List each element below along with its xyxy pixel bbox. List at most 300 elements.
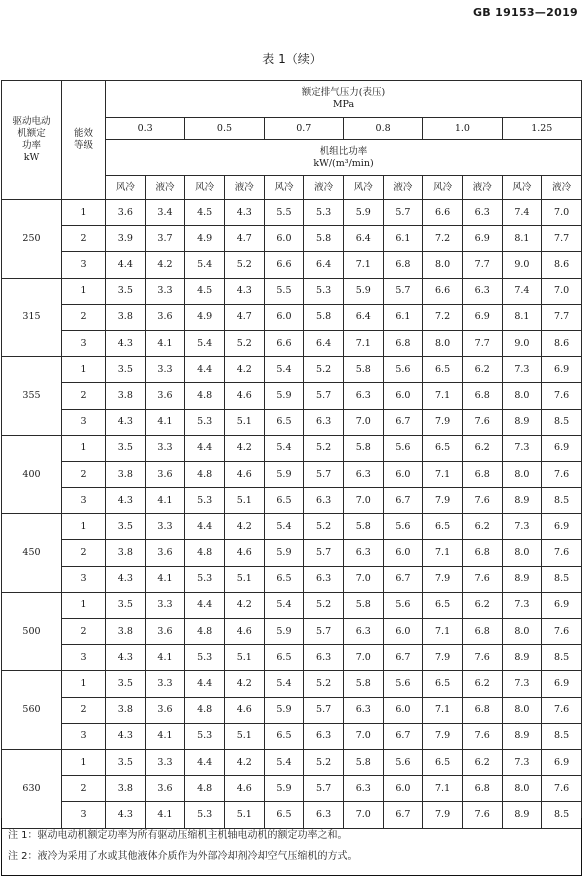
value-cell: 5.4: [264, 357, 304, 383]
value-cell: 8.9: [502, 409, 542, 435]
value-cell: 5.1: [224, 566, 264, 592]
pressure-unit: MPa: [332, 99, 355, 110]
value-cell: 5.4: [264, 435, 304, 461]
value-cell: 6.8: [462, 461, 502, 487]
pressure-value: 1.0: [423, 118, 502, 140]
value-cell: 7.2: [423, 304, 463, 330]
motor-power-cell: 355: [2, 357, 62, 436]
value-cell: 5.3: [185, 566, 225, 592]
table-row: [2, 776, 582, 802]
header-efficiency-grade: [62, 81, 106, 200]
value-cell: 6.4: [343, 304, 383, 330]
value-cell: 7.9: [423, 802, 463, 828]
grade-cell: 1: [62, 671, 106, 697]
value-cell: 6.1: [383, 226, 423, 252]
pressure-title: 额定排气压力(表压): [301, 87, 386, 99]
value-cell: 5.2: [224, 252, 264, 278]
value-cell: 4.1: [145, 645, 185, 671]
grade-cell: 1: [62, 592, 106, 618]
value-cell: 6.7: [383, 723, 423, 749]
value-cell: 8.5: [542, 488, 582, 514]
value-cell: 7.1: [423, 540, 463, 566]
value-cell: 7.7: [462, 252, 502, 278]
value-cell: 4.4: [185, 749, 225, 775]
value-cell: 3.8: [106, 776, 146, 802]
grade-cell: 2: [62, 383, 106, 409]
value-cell: 9.0: [502, 330, 542, 356]
grade-cell: 3: [62, 330, 106, 356]
value-cell: 8.0: [502, 697, 542, 723]
value-cell: 4.1: [145, 566, 185, 592]
pressure-value: 0.7: [264, 118, 343, 140]
value-cell: 6.9: [542, 514, 582, 540]
value-cell: 8.0: [502, 383, 542, 409]
value-cell: 7.1: [423, 619, 463, 645]
value-cell: 5.6: [383, 514, 423, 540]
value-cell: 7.6: [462, 566, 502, 592]
pressure-value: 0.3: [106, 118, 185, 140]
motor-power-cell: 560: [2, 671, 62, 750]
value-cell: 4.2: [224, 749, 264, 775]
value-cell: 6.3: [304, 645, 344, 671]
value-cell: 3.8: [106, 383, 146, 409]
value-cell: 6.4: [343, 226, 383, 252]
value-cell: 3.7: [145, 226, 185, 252]
value-cell: 4.4: [185, 357, 225, 383]
pressure-value: 0.8: [343, 118, 422, 140]
value-cell: 7.6: [542, 383, 582, 409]
value-cell: 9.0: [502, 252, 542, 278]
value-cell: 5.6: [383, 749, 423, 775]
value-cell: 6.2: [462, 592, 502, 618]
header-motor-power: [2, 81, 62, 200]
table-row: [2, 330, 582, 356]
grade-cell: 1: [62, 200, 106, 226]
value-cell: 6.1: [383, 304, 423, 330]
value-cell: 6.3: [343, 776, 383, 802]
value-cell: 7.0: [343, 488, 383, 514]
value-cell: 7.1: [423, 697, 463, 723]
cooling-liquid: 液冷: [145, 176, 185, 200]
value-cell: 7.6: [542, 461, 582, 487]
value-cell: 6.9: [542, 435, 582, 461]
value-cell: 5.3: [185, 802, 225, 828]
value-cell: 4.3: [224, 200, 264, 226]
table-row: [2, 409, 582, 435]
value-cell: 4.2: [224, 435, 264, 461]
cooling-air: 风冷: [106, 176, 146, 200]
value-cell: 3.6: [145, 697, 185, 723]
value-cell: 4.3: [106, 723, 146, 749]
value-cell: 6.4: [304, 330, 344, 356]
value-cell: 5.9: [264, 619, 304, 645]
value-cell: 5.3: [185, 488, 225, 514]
value-cell: 4.1: [145, 409, 185, 435]
value-cell: 3.8: [106, 619, 146, 645]
value-cell: 6.3: [304, 723, 344, 749]
value-cell: 6.5: [264, 409, 304, 435]
motor-power-cell: 250: [2, 200, 62, 279]
value-cell: 5.2: [304, 671, 344, 697]
value-cell: 5.7: [383, 278, 423, 304]
value-cell: 4.3: [106, 330, 146, 356]
value-cell: 5.8: [304, 304, 344, 330]
value-cell: 6.7: [383, 488, 423, 514]
value-cell: 6.0: [383, 540, 423, 566]
header-grade-line: 等级: [73, 140, 93, 151]
value-cell: 3.8: [106, 697, 146, 723]
value-cell: 8.5: [542, 409, 582, 435]
value-cell: 4.8: [185, 461, 225, 487]
value-cell: 8.9: [502, 802, 542, 828]
value-cell: 6.5: [264, 566, 304, 592]
grade-cell: 3: [62, 488, 106, 514]
value-cell: 4.3: [106, 566, 146, 592]
cooling-air: 风冷: [343, 176, 383, 200]
value-cell: 6.4: [304, 252, 344, 278]
value-cell: 7.6: [542, 619, 582, 645]
value-cell: 5.2: [224, 330, 264, 356]
value-cell: 4.3: [106, 488, 146, 514]
table-row: [2, 252, 582, 278]
value-cell: 3.5: [106, 278, 146, 304]
value-cell: 4.2: [224, 671, 264, 697]
table-row: [2, 304, 582, 330]
value-cell: 5.2: [304, 749, 344, 775]
value-cell: 3.5: [106, 435, 146, 461]
value-cell: 5.8: [304, 226, 344, 252]
value-cell: 5.8: [343, 357, 383, 383]
value-cell: 5.4: [264, 514, 304, 540]
grade-cell: 2: [62, 226, 106, 252]
value-cell: 5.6: [383, 592, 423, 618]
value-cell: 7.3: [502, 435, 542, 461]
value-cell: 5.6: [383, 671, 423, 697]
value-cell: 8.0: [502, 540, 542, 566]
value-cell: 3.6: [145, 776, 185, 802]
value-cell: 6.3: [304, 409, 344, 435]
grade-cell: 1: [62, 435, 106, 461]
motor-power-cell: 400: [2, 435, 62, 514]
value-cell: 5.1: [224, 802, 264, 828]
value-cell: 8.9: [502, 645, 542, 671]
value-cell: 6.2: [462, 749, 502, 775]
value-cell: 6.5: [264, 645, 304, 671]
value-cell: 4.6: [224, 619, 264, 645]
value-cell: 5.8: [343, 592, 383, 618]
motor-power-cell: 630: [2, 749, 62, 828]
table-body: [2, 200, 582, 829]
cooling-liquid: 液冷: [224, 176, 264, 200]
value-cell: 7.0: [343, 802, 383, 828]
value-cell: 5.9: [264, 776, 304, 802]
table-row: [2, 592, 582, 618]
value-cell: 7.4: [502, 278, 542, 304]
grade-cell: 3: [62, 566, 106, 592]
grade-cell: 3: [62, 409, 106, 435]
value-cell: 4.2: [145, 252, 185, 278]
value-cell: 6.3: [304, 566, 344, 592]
value-cell: 3.9: [106, 226, 146, 252]
table-row: [2, 488, 582, 514]
table-caption: 表 1（续）: [262, 52, 322, 66]
table-row: [2, 540, 582, 566]
value-cell: 5.4: [185, 252, 225, 278]
value-cell: 4.8: [185, 383, 225, 409]
value-cell: 5.7: [304, 383, 344, 409]
value-cell: 5.8: [343, 671, 383, 697]
value-cell: 5.4: [264, 671, 304, 697]
value-cell: 8.5: [542, 723, 582, 749]
table-row: [2, 383, 582, 409]
table-row: [2, 514, 582, 540]
value-cell: 7.3: [502, 749, 542, 775]
note-1: 注 1：驱动电动机额定功率为所有驱动压缩机主机轴电动机的额定功率之和。: [8, 830, 348, 841]
value-cell: 5.2: [304, 435, 344, 461]
table-row: [2, 461, 582, 487]
value-cell: 5.3: [185, 645, 225, 671]
value-cell: 6.6: [264, 252, 304, 278]
value-cell: 6.3: [343, 540, 383, 566]
value-cell: 7.7: [542, 304, 582, 330]
value-cell: 5.6: [383, 357, 423, 383]
value-cell: 3.3: [145, 671, 185, 697]
grade-cell: 1: [62, 278, 106, 304]
value-cell: 7.9: [423, 645, 463, 671]
value-cell: 7.0: [542, 278, 582, 304]
value-cell: 4.9: [185, 226, 225, 252]
motor-power-cell: 450: [2, 514, 62, 593]
value-cell: 5.4: [264, 749, 304, 775]
value-cell: 6.8: [462, 383, 502, 409]
value-cell: 4.8: [185, 619, 225, 645]
value-cell: 7.6: [462, 802, 502, 828]
value-cell: 5.6: [383, 435, 423, 461]
value-cell: 6.8: [462, 540, 502, 566]
value-cell: 5.8: [343, 514, 383, 540]
grade-cell: 2: [62, 461, 106, 487]
value-cell: 6.5: [264, 802, 304, 828]
value-cell: 3.5: [106, 357, 146, 383]
motor-power-cell: 315: [2, 278, 62, 357]
value-cell: 4.1: [145, 330, 185, 356]
table-row: [2, 697, 582, 723]
value-cell: 4.5: [185, 200, 225, 226]
value-cell: 8.0: [502, 619, 542, 645]
value-cell: 5.3: [185, 723, 225, 749]
value-cell: 5.8: [343, 435, 383, 461]
motor-power-cell: 500: [2, 592, 62, 671]
value-cell: 3.6: [145, 540, 185, 566]
grade-cell: 3: [62, 802, 106, 828]
header-motor-power-line: 功率: [21, 140, 41, 151]
table-row: [2, 278, 582, 304]
value-cell: 6.8: [462, 619, 502, 645]
grade-cell: 3: [62, 645, 106, 671]
value-cell: 7.3: [502, 357, 542, 383]
value-cell: 5.7: [304, 697, 344, 723]
value-cell: 6.8: [462, 776, 502, 802]
value-cell: 5.9: [343, 278, 383, 304]
value-cell: 7.0: [343, 723, 383, 749]
cooling-air: 风冷: [185, 176, 225, 200]
value-cell: 5.4: [264, 592, 304, 618]
value-cell: 6.3: [343, 697, 383, 723]
value-cell: 3.6: [145, 383, 185, 409]
value-cell: 5.3: [304, 278, 344, 304]
value-cell: 5.7: [304, 619, 344, 645]
value-cell: 6.5: [423, 749, 463, 775]
value-cell: 6.5: [423, 514, 463, 540]
cooling-liquid: 液冷: [304, 176, 344, 200]
value-cell: 7.7: [542, 226, 582, 252]
value-cell: 6.9: [542, 357, 582, 383]
value-cell: 3.5: [106, 592, 146, 618]
grade-cell: 2: [62, 619, 106, 645]
value-cell: 3.8: [106, 540, 146, 566]
value-cell: 6.3: [343, 461, 383, 487]
value-cell: 4.3: [106, 802, 146, 828]
value-cell: 5.7: [304, 540, 344, 566]
value-cell: 6.6: [264, 330, 304, 356]
value-cell: 5.8: [343, 749, 383, 775]
value-cell: 7.6: [462, 488, 502, 514]
value-cell: 3.3: [145, 278, 185, 304]
value-cell: 3.5: [106, 671, 146, 697]
grade-cell: 1: [62, 357, 106, 383]
value-cell: 6.0: [264, 226, 304, 252]
value-cell: 3.6: [106, 200, 146, 226]
value-cell: 5.1: [224, 409, 264, 435]
value-cell: 5.2: [304, 514, 344, 540]
value-cell: 8.1: [502, 304, 542, 330]
value-cell: 5.3: [185, 409, 225, 435]
value-cell: 3.6: [145, 619, 185, 645]
value-cell: 8.6: [542, 252, 582, 278]
value-cell: 6.2: [462, 514, 502, 540]
value-cell: 4.4: [185, 435, 225, 461]
value-cell: 3.6: [145, 304, 185, 330]
value-cell: 5.2: [304, 592, 344, 618]
value-cell: 5.9: [264, 697, 304, 723]
value-cell: 7.3: [502, 592, 542, 618]
value-cell: 6.9: [542, 671, 582, 697]
value-cell: 4.4: [185, 514, 225, 540]
value-cell: 6.3: [462, 278, 502, 304]
value-cell: 5.4: [185, 330, 225, 356]
value-cell: 8.5: [542, 802, 582, 828]
grade-cell: 2: [62, 304, 106, 330]
cooling-air: 风冷: [423, 176, 463, 200]
value-cell: 4.7: [224, 226, 264, 252]
value-cell: 4.2: [224, 357, 264, 383]
value-cell: 4.3: [106, 645, 146, 671]
value-cell: 6.0: [383, 383, 423, 409]
value-cell: 7.3: [502, 671, 542, 697]
value-cell: 7.6: [542, 540, 582, 566]
value-cell: 5.1: [224, 488, 264, 514]
value-cell: 6.0: [383, 776, 423, 802]
value-cell: 3.3: [145, 435, 185, 461]
table-row: [2, 645, 582, 671]
table-row: [2, 723, 582, 749]
value-cell: 4.1: [145, 723, 185, 749]
value-cell: 3.3: [145, 749, 185, 775]
header-motor-power-line: 驱动电动: [12, 116, 51, 128]
value-cell: 7.1: [423, 776, 463, 802]
metric-title: 机组比功率: [319, 145, 368, 157]
standard-number: GB 19153—2019: [472, 6, 578, 19]
value-cell: 5.5: [264, 200, 304, 226]
efficiency-table: [1, 80, 582, 829]
value-cell: 3.3: [145, 514, 185, 540]
table-row: [2, 357, 582, 383]
cooling-liquid: 液冷: [462, 176, 502, 200]
value-cell: 4.3: [224, 278, 264, 304]
value-cell: 7.6: [462, 409, 502, 435]
value-cell: 7.9: [423, 488, 463, 514]
grade-cell: 2: [62, 697, 106, 723]
value-cell: 6.3: [304, 488, 344, 514]
value-cell: 6.5: [423, 671, 463, 697]
value-cell: 5.7: [304, 776, 344, 802]
value-cell: 7.0: [343, 409, 383, 435]
cooling-air: 风冷: [502, 176, 542, 200]
cooling-liquid: 液冷: [542, 176, 582, 200]
table-row: [2, 566, 582, 592]
value-cell: 6.5: [423, 357, 463, 383]
value-cell: 7.9: [423, 409, 463, 435]
value-cell: 5.3: [304, 200, 344, 226]
value-cell: 7.9: [423, 566, 463, 592]
grade-cell: 2: [62, 776, 106, 802]
value-cell: 6.6: [423, 200, 463, 226]
value-cell: 8.0: [502, 461, 542, 487]
value-cell: 5.5: [264, 278, 304, 304]
value-cell: 8.5: [542, 645, 582, 671]
value-cell: 7.1: [423, 383, 463, 409]
header-motor-power-line: 机额定: [17, 128, 46, 140]
value-cell: 4.3: [106, 409, 146, 435]
value-cell: 6.3: [462, 200, 502, 226]
value-cell: 7.3: [502, 514, 542, 540]
value-cell: 4.8: [185, 776, 225, 802]
header-grade-line: 能效: [73, 128, 93, 140]
grade-cell: 1: [62, 514, 106, 540]
value-cell: 6.7: [383, 566, 423, 592]
table-notes: [1, 818, 582, 876]
header-motor-power-line: kW: [23, 151, 40, 163]
value-cell: 7.0: [343, 566, 383, 592]
value-cell: 4.4: [106, 252, 146, 278]
table-row: [2, 619, 582, 645]
value-cell: 3.5: [106, 749, 146, 775]
grade-cell: 3: [62, 252, 106, 278]
value-cell: 6.2: [462, 435, 502, 461]
value-cell: 3.5: [106, 514, 146, 540]
value-cell: 6.0: [383, 697, 423, 723]
value-cell: 6.8: [383, 330, 423, 356]
table-row: [2, 671, 582, 697]
value-cell: 4.4: [185, 592, 225, 618]
value-cell: 7.1: [423, 461, 463, 487]
value-cell: 5.9: [264, 383, 304, 409]
metric-unit: kW/(m³/min): [313, 157, 374, 169]
table-row: [2, 749, 582, 775]
value-cell: 7.6: [462, 723, 502, 749]
pressure-value: 1.25: [502, 118, 581, 140]
value-cell: 7.6: [462, 645, 502, 671]
